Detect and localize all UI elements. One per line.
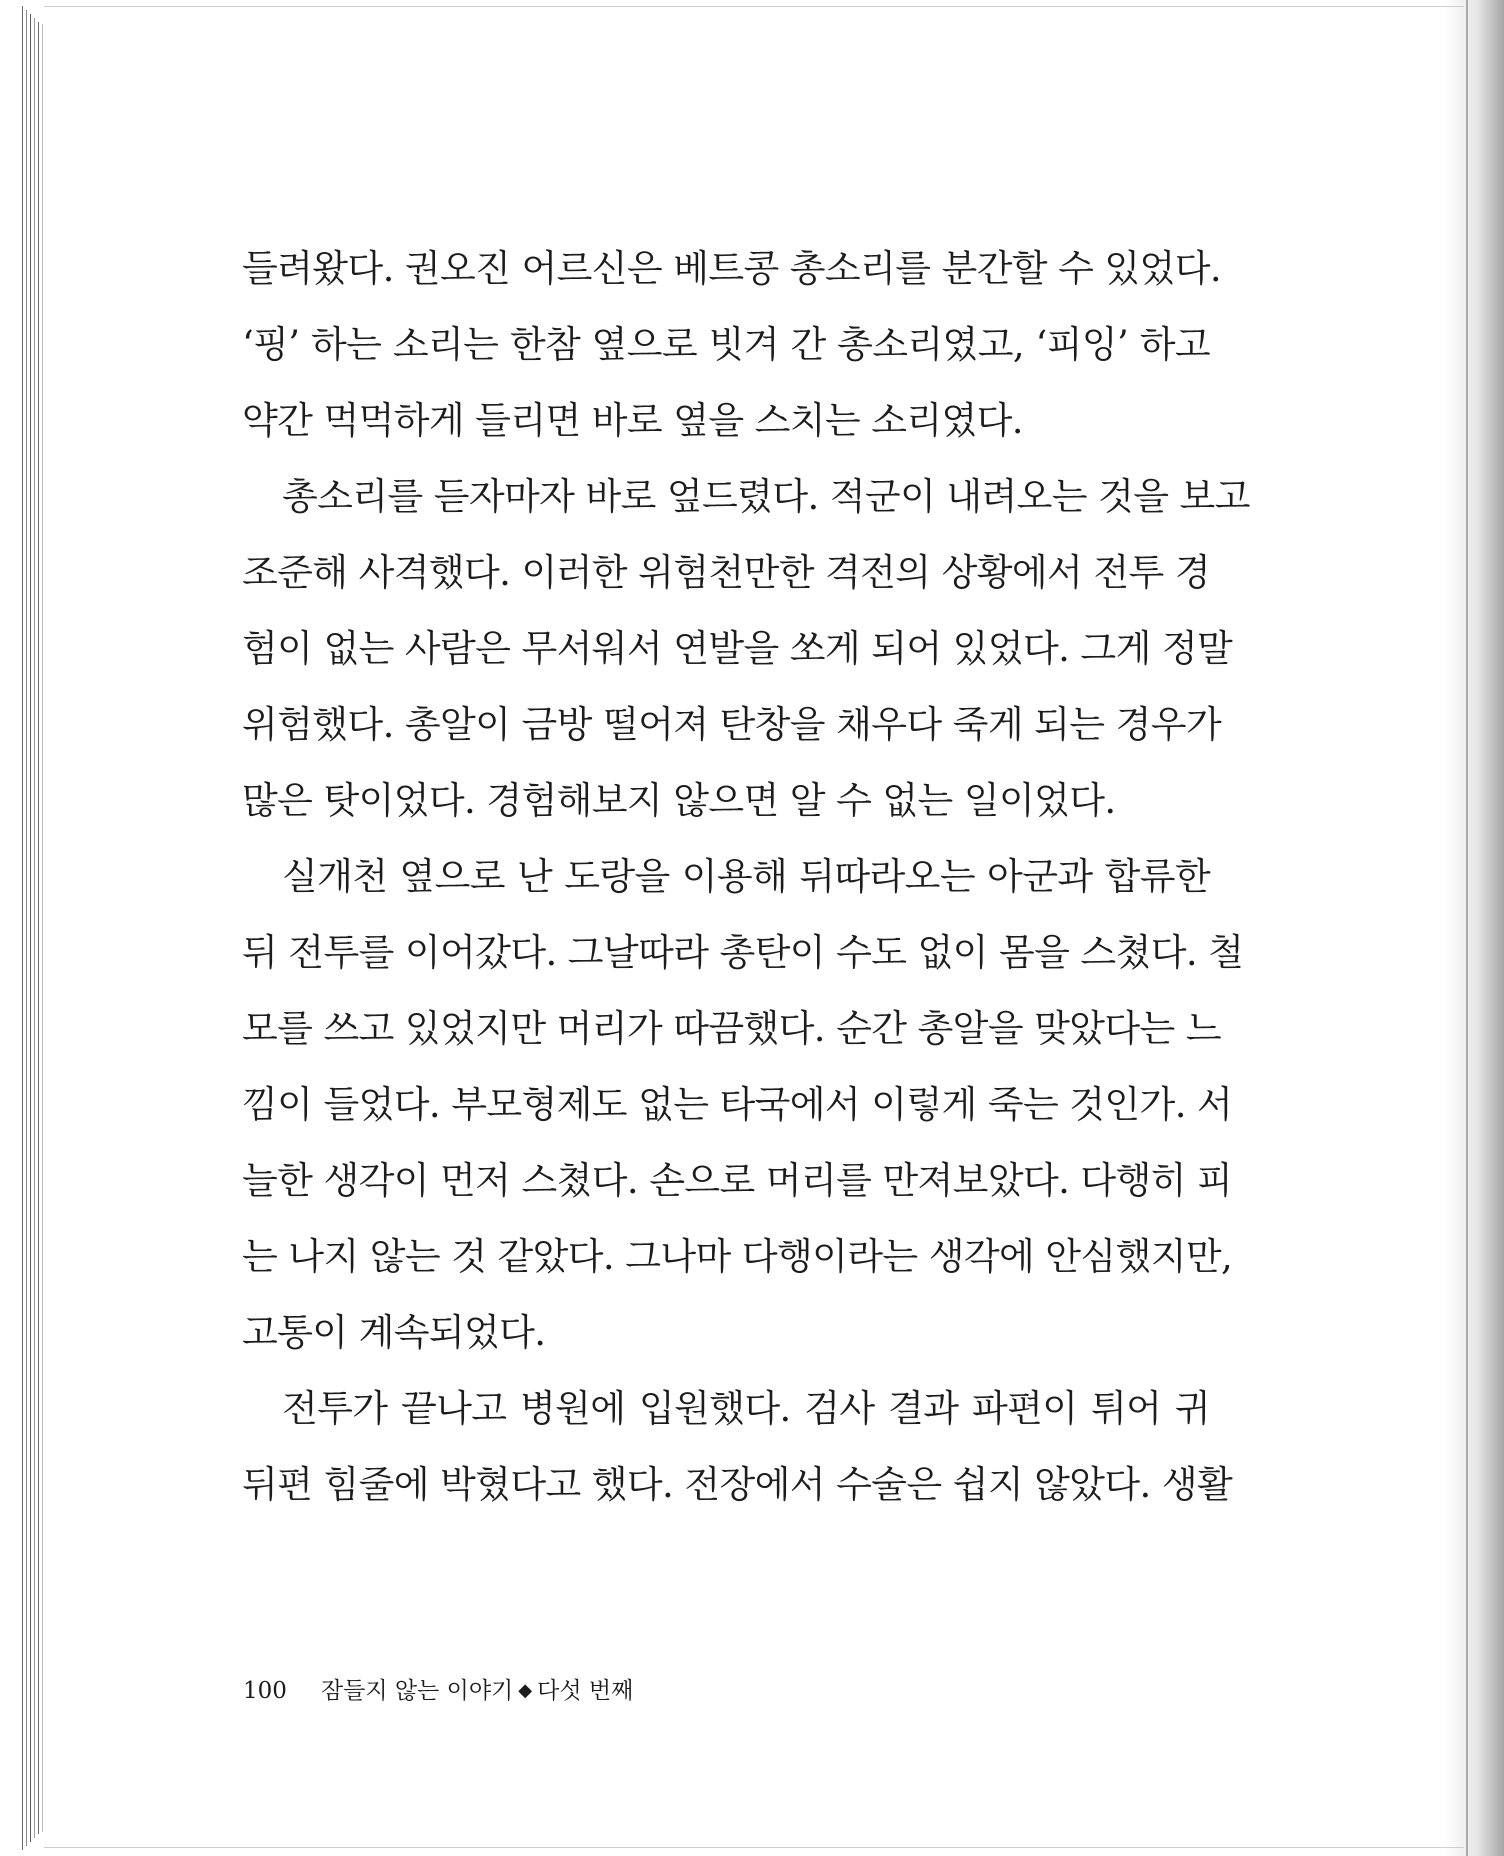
page-edge (42, 24, 43, 1832)
text-line: 실개천 옆으로 난 도랑을 이용해 뒤따라오는 아군과 합류한 (282, 855, 1210, 898)
text-line: 들려왔다. 권오진 어르신은 베트콩 총소리를 분간할 수 있었다. (242, 247, 1222, 290)
page-edge (26, 10, 27, 1846)
page-curl-shadow (1444, 0, 1504, 1856)
text-line: 전투가 끝나고 병원에 입원했다. 검사 결과 파편이 튀어 귀 (282, 1387, 1210, 1430)
running-title: 잠들지 않는 이야기 (320, 1678, 514, 1704)
text-line: 약간 먹먹하게 들리면 바로 옆을 스치는 소리였다. (242, 399, 1023, 442)
page-footer (243, 1672, 633, 1705)
text-line: 모를 쓰고 있었지만 머리가 따끔했다. 순간 총알을 맞았다는 느 (242, 1007, 1221, 1050)
page-edge (30, 14, 31, 1842)
text-line: 많은 탓이었다. 경험해보지 않으면 알 수 없는 일이었다. (242, 779, 1116, 822)
text-line: 총소리를 듣자마자 바로 엎드렸다. 적군이 내려오는 것을 보고 (282, 475, 1250, 518)
running-section: 다섯 번째 (537, 1678, 634, 1704)
page-number: 100 (243, 1678, 287, 1704)
text-line: 조준해 사격했다. 이러한 위험천만한 격전의 상황에서 전투 경 (242, 551, 1210, 594)
page-edge (38, 22, 39, 1834)
text-line: 뒤 전투를 이어갔다. 그날따라 총탄이 수도 없이 몸을 스쳤다. 철 (242, 931, 1244, 974)
text-line: 위험했다. 총알이 금방 떨어져 탄창을 채우다 죽게 되는 경우가 (242, 703, 1222, 746)
body-text (242, 231, 1250, 1523)
page-edge-right (1466, 0, 1468, 1856)
text-line: ‘핑’ 하는 소리는 한참 옆으로 빗겨 간 총소리였고, ‘피잉’ 하고 (242, 323, 1210, 366)
page-edge (22, 6, 23, 1850)
text-line: 는 나지 않는 것 같았다. 그나마 다행이라는 생각에 안심했지만, (242, 1235, 1233, 1278)
text-line: 고통이 계속되었다. (242, 1311, 546, 1354)
text-line: 뒤편 힘줄에 박혔다고 했다. 전장에서 수술은 쉽지 않았다. 생활 (242, 1463, 1233, 1506)
text-line: 낌이 들었다. 부모형제도 없는 타국에서 이렇게 죽는 것인가. 서 (242, 1083, 1233, 1126)
page-edge (34, 18, 35, 1838)
text-line: 험이 없는 사람은 무서워서 연발을 쏘게 되어 있었다. 그게 정말 (242, 627, 1233, 670)
book-page (44, 6, 1464, 1848)
text-line: 늘한 생각이 먼저 스쳤다. 손으로 머리를 만져보았다. 다행히 피 (242, 1159, 1233, 1202)
diamond-separator-icon: ◆ (518, 1680, 533, 1701)
